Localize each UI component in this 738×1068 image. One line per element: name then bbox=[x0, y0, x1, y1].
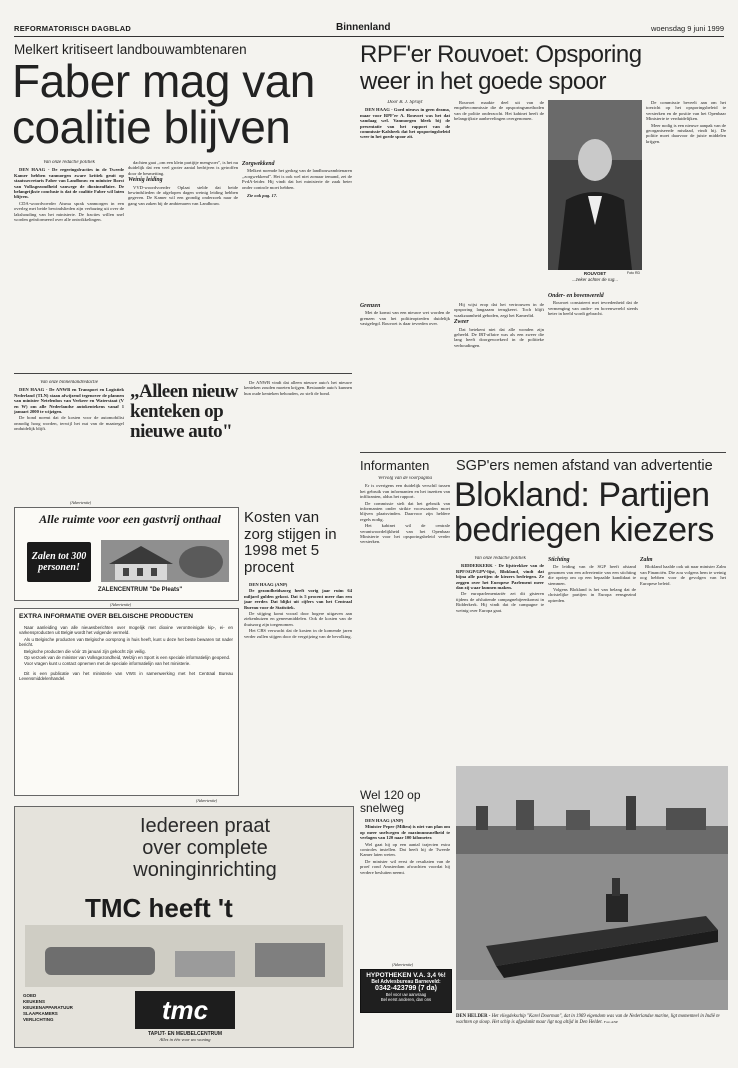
newspaper-name: REFORMATORISCH DAGBLAD bbox=[14, 24, 132, 33]
informanten-paragraph: De commissie stelt dat het gebruik van informanten onder strikte voorwaarden moet blijven plaatsvinden. Daarvoor zijn heldere regels nodig. bbox=[360, 500, 450, 522]
blokland-headline-line2: bedriegen kiezers bbox=[454, 510, 714, 549]
rpf-headline-line2: weer in het goede spoor bbox=[360, 67, 607, 95]
rpf-lead: DEN HAAG - Goed nieuws in geen drama, maar voor RPF'er A. Rouvoet was het dat vandaag wel. Vanmorgen bleek bij de presentatie van het rapport van de commissie-Kalsbeek dat het opsporingsbeleid weer in het goede spoor zit. bbox=[360, 107, 450, 140]
belgische-ad-bullet: Op verzoek van de minister van Volksgezondheid, Welzijn en Sport is een speciale informatielijn geopend. bbox=[24, 655, 231, 661]
rpf-headline-line1: RPF'er Rouvoet: Opsporing bbox=[360, 41, 642, 68]
faber-col1 bbox=[14, 160, 124, 350]
rpf-paragraph: Hij wijst erop dat het vertrouwen in de opsporing langzaam terugkeert. Toch blijft waakzaamheid geboden, zegt het Kamerlid. bbox=[454, 302, 544, 318]
rpf-paragraph: Dat betekent niet dat alle wonden zijn geheeld. De IRT-affaire was als een zweer die lang heeft doorgewoekerd in de politieke verhoudingen. bbox=[454, 326, 544, 348]
tmc-ad-items bbox=[23, 993, 113, 1023]
faber-lead: DEN HAAG - De regeringsfracties in de Tweede Kamer hebben vanmorgen zware kritiek geuit op staatssecretaris Faber van Landbouw en minister Borst van Volksgezondheid vanwege de dioxineaffaire. De belangrijkste conclusie is dat de coalitie Faber wil laten blijven. bbox=[14, 167, 124, 200]
rpf-byline: Door B. J. Spruyt bbox=[387, 100, 423, 105]
rpf-paragraph: Rouvoet maakte deel uit van de enquêtecommissie die de opsporingsmethoden van de politie onderzocht. Het kabinet heeft de belangrijkste aanbevelingen overgenomen. bbox=[454, 100, 544, 122]
rpf-col2 bbox=[454, 100, 544, 300]
kenteken-paragraph: De bond noemt dat de kosten voor de automobilist onnodig hoog worden, terwijl het nut van de maatregel onduidelijk blijft. bbox=[14, 415, 124, 432]
zalen-ad-sub: Zalen tot 300 personen! bbox=[27, 542, 91, 582]
tmc-ad[interactable] bbox=[14, 806, 354, 1048]
hypotheken-ad-line: Bel voor uw aanvraag bbox=[385, 992, 427, 997]
faber-paragraph: dachten gaat ,,om een klein partijtje mengvoer", is het nu duidelijk dat een veel groter aantal bedrijven is getroffen door de besmetting. bbox=[128, 160, 238, 176]
rouvoet-photo bbox=[548, 100, 642, 270]
tmc-ad-item: VERLICHTING bbox=[23, 1017, 54, 1022]
hypotheken-ad-line: Bel eerst anderen, dan ons bbox=[380, 997, 432, 1002]
faber-col3 bbox=[242, 160, 352, 360]
page-header bbox=[14, 22, 724, 37]
wel120-headline: Wel 120 op snelweg bbox=[360, 788, 421, 815]
kenteken-lead: DEN HAAG - De ANWB en Transport en Logistiek Nederland (TLN) staan afwijzend tegenover de plannen van minister Netelenbos van Verkeer en Waterstaat (V en W) om alle Nederlandse autokentekens vanaf 1 januari 2000 te wijzigen. bbox=[14, 387, 124, 415]
faber-paragraph: CDA-woordvoerder Atsma sprak vanmorgen in een overleg met beide bewindslieden zijn verbazing uit over de lakshouding van het ministerie. De fracties willen snel worden geïnformeerd over alle ontwikkelingen. bbox=[14, 200, 124, 223]
blokland-paragraph: De leiding van de SGP heeft afstand genomen van een advertentie van een stichting die opriep om op een bepaalde kandidaat te stemmen. bbox=[548, 564, 636, 586]
rpf-col1b bbox=[360, 302, 450, 447]
blokland-paragraph: Volgens Blokland is het van belang dat de christelijke partijen in Europa eensgezind optreden. bbox=[548, 587, 636, 603]
portrait-icon bbox=[548, 100, 642, 270]
blokland-subhead: Zalm bbox=[640, 557, 653, 563]
ship-caption bbox=[456, 1014, 728, 1025]
faber-continued: Zie ook pag. 17. bbox=[247, 193, 278, 199]
blokland-headline-line1: Blokland: Partijen bbox=[454, 476, 710, 514]
kosten-body bbox=[244, 582, 352, 794]
tmc-ad-item: KEUKENAPPARATUUR bbox=[23, 1005, 73, 1010]
rpf-col2b bbox=[454, 302, 544, 447]
kosten-paragraph: De stijging komt vooral door hogere uitgaven aan ziekenhuizen en geneesmiddelen. Ook de kosten van de thuiszorg zijn toegenomen. bbox=[244, 611, 352, 627]
rpf-paragraph: Meer nodig is een nieuwe aanpak van de georganiseerde misdaad, vindt hij. De politie moet daarvoor de juiste middelen krijgen. bbox=[646, 122, 726, 144]
tmc-tagline: Alles in één voor uw woning bbox=[159, 1037, 211, 1042]
informanten-headline: Informanten bbox=[360, 458, 430, 473]
belgische-ad-bullet: Als u Belgische producten van Belgische oorsprong in huis heeft, kunt u deze het beste bewaren tot nader bericht. bbox=[19, 636, 233, 648]
blokland-subhead: Stichting bbox=[548, 557, 570, 563]
ship-photo-credit: Foto ANP bbox=[603, 1019, 619, 1024]
ship-photo bbox=[456, 766, 728, 1010]
belgische-ad-bullet: Belgische producten die vóór 15 januari zijn gekocht zijn veilig. bbox=[24, 648, 146, 654]
hypotheken-ad-phone: 0342-423799 (7 da) bbox=[375, 985, 437, 992]
kenteken-headline: „Alleen nieuw kenteken op nieuwe auto" bbox=[130, 381, 239, 442]
zalen-ad-headline: Alle ruimte voor een gastvrij onthaal bbox=[39, 512, 221, 526]
zalen-ad-brand: ZALENCENTRUM "De Pleats" bbox=[97, 587, 183, 593]
belgische-ad-footer: Dit is een publicatie van het ministerie van VWS in samenwerking met het Centraal Bureau Levensmiddelenhandel. bbox=[19, 670, 233, 682]
belgische-ad-intro: Naar aanleiding van alle nieuwsberichten over mogelijk met dioxine verontreinigde kip-, ei- en varkensproducten uit België wordt het volgende vermeld. bbox=[19, 625, 233, 636]
ship-caption-text: Het vliegdekschip "Karel Doorman", dat in 1969 eigendom was van de Nederlandse marine, ligt momenteel in Indië te wachten op sloop. Het schip is afgedankt maar ligt nog altijd in Den Helder. bbox=[456, 1014, 720, 1025]
belgische-ad-body bbox=[19, 625, 233, 790]
blokland-headline bbox=[454, 478, 730, 547]
informanten-byline: Vervolg van de voorpagina bbox=[377, 476, 433, 481]
tmc-ad-line: over complete bbox=[142, 837, 268, 859]
faber-headline-line1: Faber mag van bbox=[12, 55, 315, 107]
ship-caption-place: DEN HELDER - bbox=[456, 1014, 491, 1019]
faber-headline-line2: coalitie blijven bbox=[12, 101, 291, 153]
blokland-lead: RIDDERKERK - De lijsttrekker van de RPF/SGP/GPV-lijst, Blokland, vindt dat bijna alle partijen de kiezers bedriegen. Ze zeggen over het Europese Parlement meer dan zij waar kunnen maken. bbox=[456, 563, 544, 591]
ad-label: (Advertentie) bbox=[70, 500, 92, 505]
tmc-ad-item: KEUKENS bbox=[23, 999, 46, 1004]
tmc-logo: tmc bbox=[135, 991, 235, 1029]
blokland-col3 bbox=[640, 556, 726, 766]
section-title: Binnenland bbox=[336, 22, 391, 33]
ad-label: (Advertentie) bbox=[196, 798, 218, 803]
rpf-paragraph: De commissie beveelt aan om het toezicht op het opsporingsbeleid te versterken en de positie van het Openbaar Ministerie te verduidelijken. bbox=[646, 100, 726, 122]
faber-col2 bbox=[128, 160, 238, 350]
ad-label: (Advertentie) bbox=[392, 962, 414, 967]
wel120-lead: Minister Peper (Milieu) is niet van plan om op meer snelwegen de maximumsnelheid te verlagen van 120 naar 100 kilometer. bbox=[360, 824, 450, 841]
faber-paragraph: VVD-woordvoerder Oplaat stelde dat beide bewindslieden de afgelopen dagen weinig leiding hebben gegeven. De Kamer wil een grondig onderzoek naar de gang van zaken bij de ambtenaren van Landbouw. bbox=[128, 184, 238, 206]
faber-paragraph: Melkert noemde het gedrag van de landbouwambtenaren ,,zorgwekkend". Het is ook wel niet zomaar iemand, zei de PvdA-leider. Hij vindt dat het ministerie de zaak beter onder controle moet hebben. bbox=[242, 168, 352, 190]
tmc-ad-line: woninginrichting bbox=[133, 859, 277, 881]
ad-label: (Advertentie) bbox=[110, 602, 132, 607]
faber-subhead: Zorgwekkend bbox=[242, 161, 275, 167]
tmc-slogan: TAPIJT- EN MEUBELCENTRUM bbox=[147, 1031, 223, 1037]
informanten-body bbox=[360, 476, 450, 781]
kenteken-col1 bbox=[14, 380, 124, 500]
faber-subhead: Weinig leiding bbox=[128, 177, 163, 184]
wel120-body bbox=[360, 818, 450, 958]
faber-headline bbox=[12, 55, 352, 153]
kosten-lead: De gezondheidszorg heeft vorig jaar ruim 64 miljard gulden gekost. Dat is 5 procent meer dan een jaar eerder. Dat blijkt uit cijfers van het Centraal Bureau voor de Statistiek. bbox=[244, 588, 352, 610]
divider bbox=[14, 373, 352, 374]
hypotheken-ad-line: HYPOTHEKEN V.A. 3,4 %! bbox=[366, 972, 446, 979]
blokland-col2 bbox=[548, 556, 636, 766]
kosten-byline: DEN HAAG (ANP) bbox=[249, 582, 288, 587]
tmc-ad-brand: TMC heeft 't bbox=[85, 893, 233, 923]
rpf-subhead: Zweer bbox=[454, 319, 469, 326]
tmc-ad-headline bbox=[65, 815, 345, 881]
tmc-ad-item: GOED bbox=[23, 993, 37, 998]
wel120-paragraph: Wel gaat hij op een aantal trajecten extra controles instellen. Dat heeft hij de Tweede Kamer laten weten. bbox=[360, 841, 450, 858]
faber-kicker: Melkert kritiseert landbouwambtenaren bbox=[14, 42, 247, 57]
wel120-byline: DEN HAAG (ANP) bbox=[365, 818, 404, 823]
faber-byline: Van onze redactie politiek bbox=[43, 160, 95, 165]
blokland-paragraph: De europarlementariër zei dit gisteren tijdens de afsluitende campagnebijeenkomst in Ridderkerk. Hij vindt dat de campagne te weinig over Europa gaat. bbox=[456, 591, 544, 613]
hypotheken-ad-line: Bel Adviesbureau Barneveld: bbox=[371, 979, 441, 985]
rpf-caption-name: ROUVOET bbox=[583, 271, 607, 276]
divider bbox=[360, 452, 726, 453]
informanten-paragraph: Er is overigens een duidelijk verschil tussen het gebruik van informanten en het inzetten van infiltranten, aldus het rapport. bbox=[360, 483, 450, 500]
kenteken-byline: Van onze binnenlandredactie bbox=[40, 380, 98, 385]
belgische-producten-ad[interactable] bbox=[14, 608, 239, 796]
rpf-col3b bbox=[548, 292, 638, 447]
blokland-col1 bbox=[456, 556, 544, 766]
rpf-photo-credit: Foto RD bbox=[626, 271, 640, 275]
zalen-ad[interactable] bbox=[14, 507, 239, 601]
kenteken-paragraph: De ANWB vindt dat alleen nieuwe auto's het nieuwe kenteken zouden moeten krijgen. Bestaande auto's kunnen hun oude kenteken behouden, zo stelt de bond. bbox=[244, 380, 352, 396]
kosten-headline: Kosten van zorg stijgen in 1998 met 5 procent bbox=[244, 509, 337, 576]
page-date: woensdag 9 juni 1999 bbox=[651, 24, 724, 33]
rpf-paragraph: Met de komst van een nieuwe wet worden de grenzen van het politieoptreden duidelijk vastgelegd. Rouvoet is daar tevreden over. bbox=[360, 310, 450, 327]
rpf-caption: ...zeker achter de rug... bbox=[571, 277, 619, 282]
rpf-subhead: Grenzen bbox=[360, 303, 381, 309]
blokland-byline: Van onze redactie politiek bbox=[474, 556, 526, 561]
tmc-ad-item: SLAAPKAMERS bbox=[23, 1011, 58, 1016]
rpf-paragraph: Rouvoet constateert met tevredenheid dat de vermenging van onder- en bovenwereld steeds beter in beeld wordt gebracht. bbox=[548, 300, 638, 317]
hypotheken-ad[interactable] bbox=[360, 969, 452, 1013]
sofa-icon bbox=[25, 925, 343, 987]
building-icon bbox=[101, 540, 229, 582]
wel120-paragraph: De minister wil eerst de resultaten van de proef rond Amsterdam afwachten voordat hij verdere besluiten neemt. bbox=[360, 858, 450, 875]
kenteken-col3 bbox=[244, 380, 352, 500]
rpf-subhead: Onder- en bovenwereld bbox=[548, 293, 604, 299]
rpf-col4 bbox=[646, 100, 726, 300]
blokland-kicker: SGP'ers nemen afstand van advertentie bbox=[456, 458, 713, 474]
informanten-paragraph: Het kabinet wil de centrale verantwoordelijkheid van het Openbaar Ministerie voor het opsporingsbeleid verder versterken. bbox=[360, 523, 450, 545]
rpf-col1 bbox=[360, 100, 450, 300]
belgische-ad-bullet: Voor vragen kunt u contact opnemen met de speciale informatielijn van het ministerie. bbox=[24, 661, 191, 667]
rpf-headline bbox=[360, 42, 730, 96]
aircraft-carrier-icon bbox=[456, 766, 728, 1010]
blokland-paragraph: Blokland haalde ook uit naar minister Zalm van Financiën. Die zou volgens hem te weinig oog hebben voor de gevolgen van het Europese beleid. bbox=[640, 564, 726, 586]
belgische-ad-title: EXTRA INFORMATIE OVER BELGISCHE PRODUCTEN bbox=[19, 613, 194, 620]
kosten-paragraph: Het CBS verwacht dat de kosten in de komende jaren verder zullen stijgen door de vergrijzing van de bevolking. bbox=[244, 628, 352, 639]
tmc-ad-line: Iedereen praat bbox=[139, 815, 271, 837]
